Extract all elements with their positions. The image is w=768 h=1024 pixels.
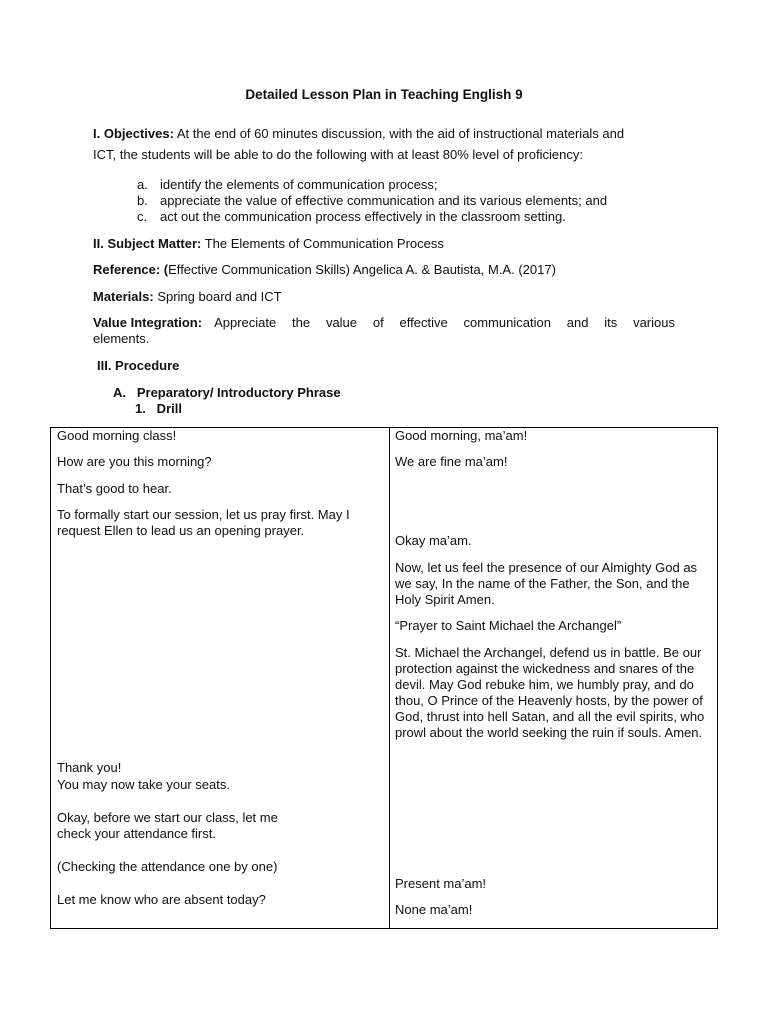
prayer-text: St. Michael the Archangel, defend us in battle. Be our protection against the wickedness and snares of the devil. May God rebuke him, we humbly pray, and do thou, O Prince of the Heavenly hosts, by the power of God, thrust into hell Satan, and all the evil spirits, who prowl about the world seeking the ruin if souls. Amen. <box>395 645 705 740</box>
value-integration-text-1: Appreciate the value of effective communication and its various <box>214 315 675 330</box>
students-greeting: Good morning, ma’am! <box>395 428 528 443</box>
section-a-heading: A. Preparatory/ Introductory Phrase <box>113 385 341 400</box>
teacher-attendance-2: check your attendance first. <box>57 826 216 841</box>
objectives-text-2: ICT, the students will be able to do the following with at least 80% level of proficiency: <box>93 147 583 162</box>
column-divider <box>389 428 390 928</box>
objectives-line1 <box>93 126 675 141</box>
prayer-title: “Prayer to Saint Michael the Archangel” <box>395 618 622 633</box>
drill-heading: 1. Drill <box>135 401 182 416</box>
list-item-text: identify the elements of communication process; <box>160 177 438 192</box>
teacher-checking: (Checking the attendance one by one) <box>57 859 278 874</box>
students-none: None ma’am! <box>395 902 473 917</box>
value-integration-line1 <box>93 315 675 330</box>
subject-matter-label: II. Subject Matter: <box>93 236 202 251</box>
list-marker: c. <box>137 209 148 224</box>
students-present: Present ma’am! <box>395 876 487 891</box>
objectives-text-1: At the end of 60 minutes discussion, with the aid of instructional materials and <box>173 126 625 141</box>
students-presence: Now, let us feel the presence of our Almighty God as we say, In the name of the Father, the Son, and the Holy Spirit Amen. <box>395 560 698 607</box>
list-item-text: act out the communication process effectively in the classroom setting. <box>160 209 566 224</box>
materials-label: Materials: <box>93 289 154 304</box>
value-integration-label: Value Integration: <box>93 315 203 330</box>
reference-label: Reference: ( <box>93 262 169 277</box>
students-okay: Okay ma’am. <box>395 533 472 548</box>
teacher-attendance-1: Okay, before we start our class, let me <box>57 810 278 825</box>
teacher-good-to-hear: That’s good to hear. <box>57 481 172 496</box>
list-marker: a. <box>137 177 148 192</box>
teacher-greeting: Good morning class! <box>57 428 177 443</box>
materials-text: Spring board and ICT <box>153 289 282 304</box>
teacher-absent: Let me know who are absent today? <box>57 892 266 907</box>
reference <box>93 262 556 277</box>
materials <box>93 289 282 304</box>
subject-matter <box>93 236 444 251</box>
list-item-text: appreciate the value of effective communication and its various elements; and <box>160 193 608 208</box>
drill-table <box>50 427 718 929</box>
teacher-how-are-you: How are you this morning? <box>57 454 212 469</box>
reference-text: Effective Communication Skills) Angelica A. & Bautista, M.A. (2017) <box>168 262 556 277</box>
objectives-label: I. Objectives: <box>93 126 174 141</box>
value-integration-text-2: elements. <box>93 331 150 346</box>
document-title: Detailed Lesson Plan in Teaching English 9 <box>245 87 523 102</box>
procedure-heading: III. Procedure <box>97 358 180 373</box>
teacher-thank-you: Thank you! <box>57 760 122 775</box>
teacher-pray-2: request Ellen to lead us an opening prayer. <box>57 523 305 538</box>
teacher-pray-1: To formally start our session, let us pray first. May I <box>57 507 350 522</box>
list-marker: b. <box>137 193 148 208</box>
students-fine: We are fine ma’am! <box>395 454 508 469</box>
teacher-take-seats: You may now take your seats. <box>57 777 230 792</box>
subject-matter-text: The Elements of Communication Process <box>201 236 444 251</box>
